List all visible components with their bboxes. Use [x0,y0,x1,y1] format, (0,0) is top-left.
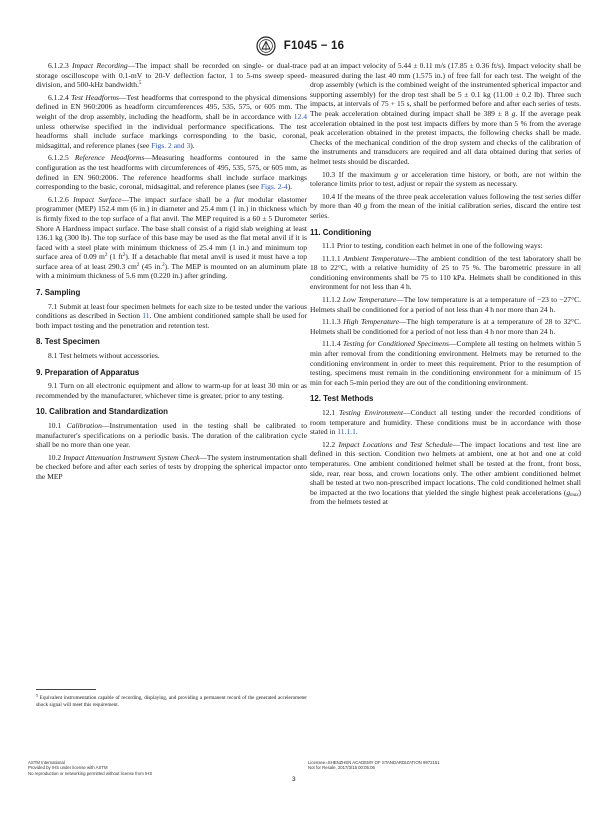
paragraph-6-1-2-5: 6.1.2.5 Reference Headforms—Measuring headforms contoured in the same configuration as the test headforms with circumferences of 495, 535, 575, or 605 mm, as defined in EN 960:2006. The reference headforms shall include surface markings corresponding to the basic, coronal, midsagittal, and reference planes (see Figs. 2-4). [36,153,307,192]
paragraph-11-1-4: 11.1.4 Testing for Conditioned Specimens—Complete all testing on helmets within 5 min after removal from the conditioning environment. Helmets may be returned to the conditioning environment in order to meet this requirement. Prior to the resumption of testing, specimens must remain in the conditioning environment for a minimum of 15 min for each 5-min period they are out of the conditioning environment. [310,339,581,387]
footer-left: ASTM International Provided by IHS under license with ASTM No reproduction or networking permitted without license from IHS [28,760,153,776]
paragraph-12-1: 12.1 Testing Environment—Conduct all testing under the recorded conditions of room temperature and humidity. These conditions must be in accordance with those stated in 11.1.1. [310,408,582,437]
paragraph-9-1: 9.1 Turn on all electronic equipment and allow to warm-up for at least 30 min or as recommended by the manufacturer, whichever time is greater, prior to any testing. [36,381,307,400]
paragraph-8-1: 8.1 Test helmets without accessories. [48,351,160,361]
section-heading-test-specimen: 8. Test Specimen [36,337,100,347]
figure-link[interactable]: Figs. 2 and 3 [151,140,191,150]
paragraph-11-1-2: 11.1.2 Low Temperature—The low temperature is at a temperature of −23 to −27°C. Helmets shall be conditioned for a period of not less than 4 h nor more than 24 h. [310,295,582,314]
section-heading-preparation: 9. Preparation of Apparatus [36,367,140,377]
page-number: 3 [292,776,296,783]
left-column [36,61,307,485]
paragraph-6-1-2-4: 6.1.2.4 Test Headforms—Test headforms that correspond to the physical dimensions defined in EN 960:2006 as headform circumferences 495, 535, 575, or 605 mm. The weight of the drop assembly, including the headform, shall be in accordance with 12.4 unless otherwise specified in the individual performance specifications. The test headforms shall include surface markings corresponding to the basic, coronal, midsagittal, and reference planes (see Figs. 2 and 3). [36,92,307,150]
document-number: F1045 − 16 [283,40,345,52]
section-heading-test-methods: 12. Test Methods [310,394,374,404]
footnote-ref[interactable]: 5 [138,81,142,87]
figure-link[interactable]: Figs. 2-4 [260,182,288,192]
paragraph-12-2: 12.2 Impact Locations and Test Schedule—The impact locations and test line are defined in this section. Condition two helmets at ambient, one at hot and one at cold temperatures. One ambient conditioned helmet shall be tested at the front, front boss, side, rear, rear boss, and crown locations only. The other ambient conditioned helmet shall be tested at two non-prescribed impact locations. The cold conditioned helmet shall be impacted at the two locations that yielded the single highest peak accelerations $(g_{max})$ from the helmets tested at [310,439,581,507]
paragraph-7-1: 7.1 Submit at least four specimen helmets for each size to be tested under the various conditions as described in Section 11. One ambient conditioned sample shall be used for both impact testing and the penetration and retention test. [36,301,307,330]
section-heading-sampling: 7. Sampling [36,288,81,298]
right-column [310,61,581,510]
paragraph-6-1-2-6: 6.1.2.6 Impact Surface—The impact surface shall be a flat modular elastomer programmer (MEP) 152.4 mm (6 in.) in diameter and 25.4 mm (1 in.) in thickness which is firmly fixed to the top surface of a flat anvil. The MEP required is a 60 ± 5 Durometer Shore A Hardness impact surface. The base shall consist of a rigid slab weighing at least 136.1 kg (300 lb). The top surface of this base may be used as the flat metal anvil if it is faced with a steel plate with minimum thickness of 25.4 mm (1 in.) and minimum top surface area of 0.09 $m^2$ (1 $ft^2$). If a detachable flat metal anvil is used it must have a top surface area of at least 290.3 $cm^2$ (45 in.$^2$). The MEP is mounted on an aluminum plate with a minimum thickness of 5.6 mm (0.220 in.) after grinding. [36,194,308,281]
paragraph-6-1-2-3: 6.1.2.3 Impact Recording—The impact shall be recorded on single- or dual-trace storage oscilloscope with 0.1-mV to 20-V deflection factor, 1 to 5-ms sweep speed-division, and 500-kHz bandwidth.$^5$ [36,61,307,90]
paragraph-10-2: 10.2 Impact Attenuation Instrument System Check—The system instrumentation shall be checked before and after each series of tests by dropping the spherical impactor onto the MEP [36,452,308,481]
footnote: $^5$ Equivalent instrumentation capable of recording, displaying, and providing a permanent record of the generated accelerometer shock signal will meet this requirement. [36,693,307,708]
paragraph-10-1: 10.1 Calibration—Instrumentation used in the testing shall be calibrated to manufacturer's specifications on a periodic basis. The duration of the calibration cycle shall be no more than one year. [36,421,307,450]
page-header [0,36,600,56]
paragraph-10-2-cont: pad at an impact velocity of 5.44 ± 0.11 m/s (17.85 ± 0.36 ft/s). Impact velocity shall be measured during the last 40 mm (1.575 in.) of free fall for each test. The weight of the drop assembly (which is the combined weight of the instrumented spherical impactor and supporting assembly) for the drop test shall be 5 ± 0.1 kg (11.00 ± 0.2 lb). Three such impacts, at intervals of 75 + 15 s, shall be performed before and after each series of tests. The peak acceleration obtained during impact shall be 389 ± 8 g. If the average peak acceleration obtained in the post test impacts differs by more than 5 % from the average peak acceleration obtained in the pretest impacts, the following checks shall be made. Checks of the mechanical condition of the drop system and checks of the calibration of the instruments and transducers are required and all data obtained during that series of helmet tests should be discarded. [310,61,581,166]
paragraph-11-1: 11.1 Prior to testing, condition each helmet in one of the following ways: [322,241,543,251]
section-link[interactable]: 11.1.1 [337,427,356,437]
section-link[interactable]: 12.4 [293,111,307,121]
paragraph-11-1-3: 11.1.3 High Temperature—The high temperature is at a temperature of 28 to 32°C. Helmets shall be conditioned for a period of not less than 4 h nor more than 24 h. [310,317,581,336]
footer-right: Licensee=SHENZHEN ACADEMY OF STANDARDIZATION 9972151 Not for Resale, 2017/3/15 00:05:06 [308,760,440,771]
footnote-divider [36,689,96,690]
section-heading-conditioning: 11. Conditioning [310,227,372,237]
section-heading-calibration: 10. Calibration and Standardization [36,407,168,417]
astm-logo-icon [256,36,276,56]
paragraph-11-1-1: 11.1.1 Ambient Temperature—The ambient condition of the test laboratory shall be 18 to 22°C, with a relative humidity of 25 to 75 %. The barometric pressure in all conditioning environments shall be 75 to 110 kPa. Helmets shall be conditioned in this environment for not less than 4 h. [310,253,581,292]
paragraph-10-3: 10.3 If the maximum g or acceleration time history, or both, are not within the tolerance limits prior to test, adjust or repair the system as necessary. [310,169,581,189]
paragraph-10-4: 10.4 If the means of the three peak acceleration values following the test series differ by more than 40 g from the mean of the initial calibration series, discard the entire test series. [310,191,582,220]
section-link[interactable]: 11 [142,311,150,321]
